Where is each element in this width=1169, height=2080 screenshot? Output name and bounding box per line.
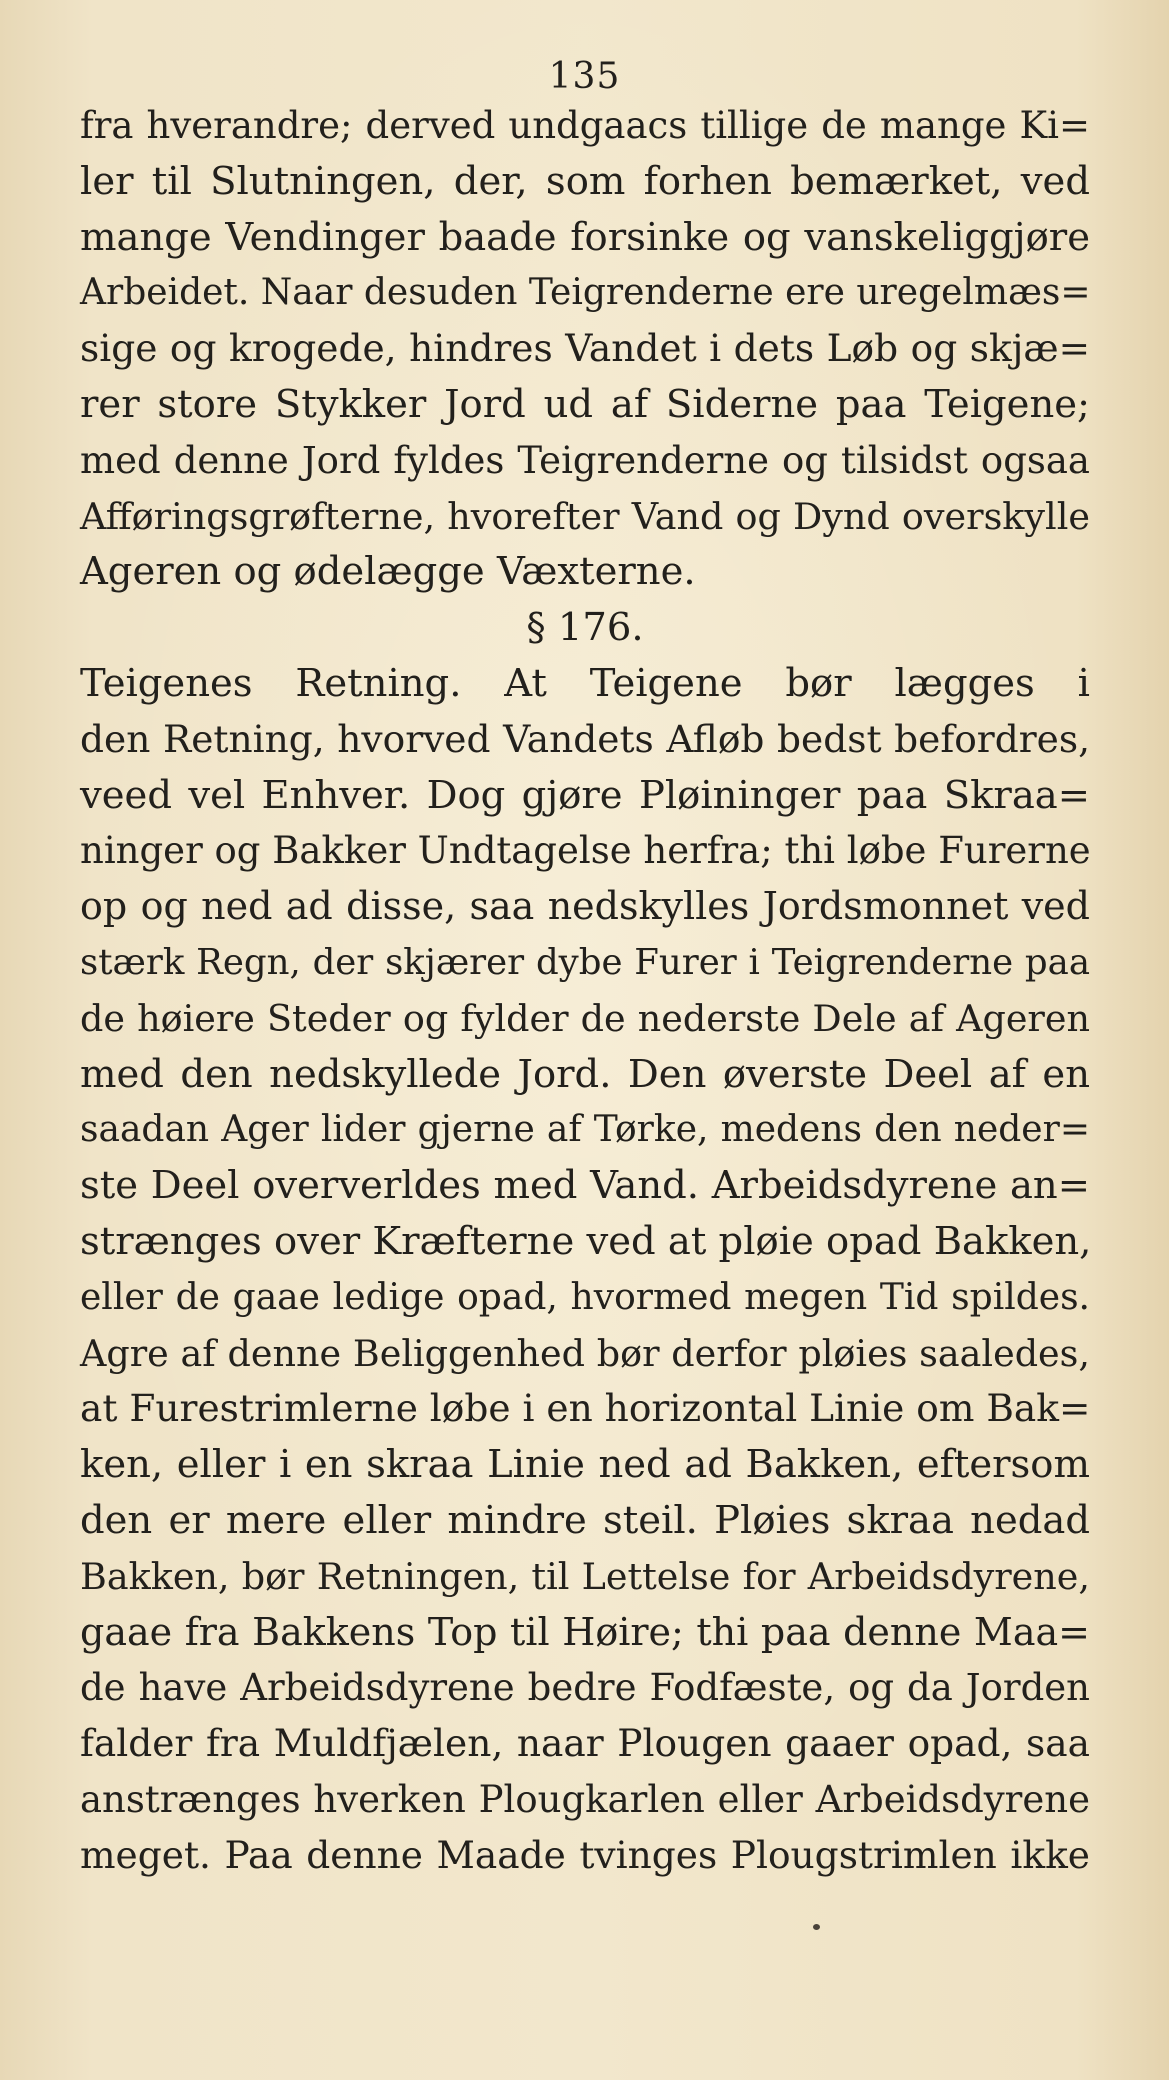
text-line: den er mere eller mindre steil. Pløies skraa nedad xyxy=(80,1497,1090,1543)
text-line: falder fra Muldfjælen, naar Plougen gaaer opad, saa xyxy=(80,1721,1090,1766)
text-line: at Furestrimlerne løbe i en horizontal Linie om Bak= xyxy=(80,1386,1091,1431)
text-line: Ageren og ødelægge Væxterne. xyxy=(80,549,696,595)
text-line: veed vel Enhver. Dog gjøre Pløininger paa Skraa= xyxy=(80,772,1090,818)
text-line: eller de gaae ledige opad, hvormed megen Tid spildes. xyxy=(80,1276,1090,1318)
text-line: saadan Ager lider gjerne af Tørke, medens den neder= xyxy=(80,1109,1090,1151)
text-line: gaae fra Bakkens Top til Høire; thi paa denne Maa= xyxy=(80,1609,1090,1654)
text-line: Agre af denne Beliggenhed bør derfor pløies saaledes, xyxy=(80,1331,1090,1375)
page-text xyxy=(80,98,1090,1884)
section-heading: § 176. xyxy=(526,605,644,651)
text-line: rer store Stykker Jord ud af Siderne paa Teigene; xyxy=(80,381,1090,427)
text-line: de have Arbeidsdyrene bedre Fodfæste, og da Jorden xyxy=(80,1666,1090,1710)
text-line: Arbeidet. Naar desuden Teigrenderne ere uregelmæs= xyxy=(80,272,1091,314)
text-line: de høiere Steder og fylder de nederste Dele af Ageren xyxy=(80,996,1090,1040)
text-line: den Retning, hvorved Vandets Afløb bedst befordres, xyxy=(80,716,1090,761)
text-line: strænges over Kræfterne ved at pløie opad Bakken, xyxy=(80,1218,1092,1264)
text-line: meget. Paa denne Maade tvinges Plougstrimlen ikke xyxy=(80,1832,1090,1877)
text-line: anstrænges hverken Plougkarlen eller Arbeidsdyrene xyxy=(80,1777,1090,1821)
text-line: op og ned ad disse, saa nedskylles Jordsmonnet ved xyxy=(80,884,1090,929)
text-line: ste Deel oververldes med Vand. Arbeidsdyrene an= xyxy=(80,1163,1090,1209)
text-line: mange Vendinger baade forsinke og vanskeliggjøre xyxy=(80,214,1090,260)
text-line: ken, eller i en skraa Linie ned ad Bakken, eftersom xyxy=(80,1442,1090,1488)
text-line: Bakken, bør Retningen, til Lettelse for Arbeidsdyrene, xyxy=(80,1554,1090,1598)
text-line: stærk Regn, der skjærer dybe Furer i Teigrenderne paa xyxy=(80,941,1090,983)
text-line: med denne Jord fyldes Teigrenderne og tilsidst ogsaa xyxy=(80,438,1090,482)
text-line: Teigenes Retning. At Teigene bør lægges i xyxy=(80,660,1090,706)
text-line: Afføringsgrøfterne, hvorefter Vand og Dynd overskylle xyxy=(80,494,1090,538)
text-line: sige og krogede, hindres Vandet i dets Løb og skjæ= xyxy=(80,326,1090,371)
text-line: ler til Slutningen, der, som forhen bemærket, ved xyxy=(80,158,1090,204)
page-number: 135 xyxy=(548,56,621,97)
text-line: ninger og Bakker Undtagelse herfra; thi løbe Furerne xyxy=(80,829,1091,873)
text-line: fra hverandre; derved undgaacs tillige de mange Ki= xyxy=(80,104,1090,147)
ink-speck xyxy=(813,1924,820,1930)
text-line: med den nedskyllede Jord. Den øverste Deel af en xyxy=(80,1051,1090,1097)
